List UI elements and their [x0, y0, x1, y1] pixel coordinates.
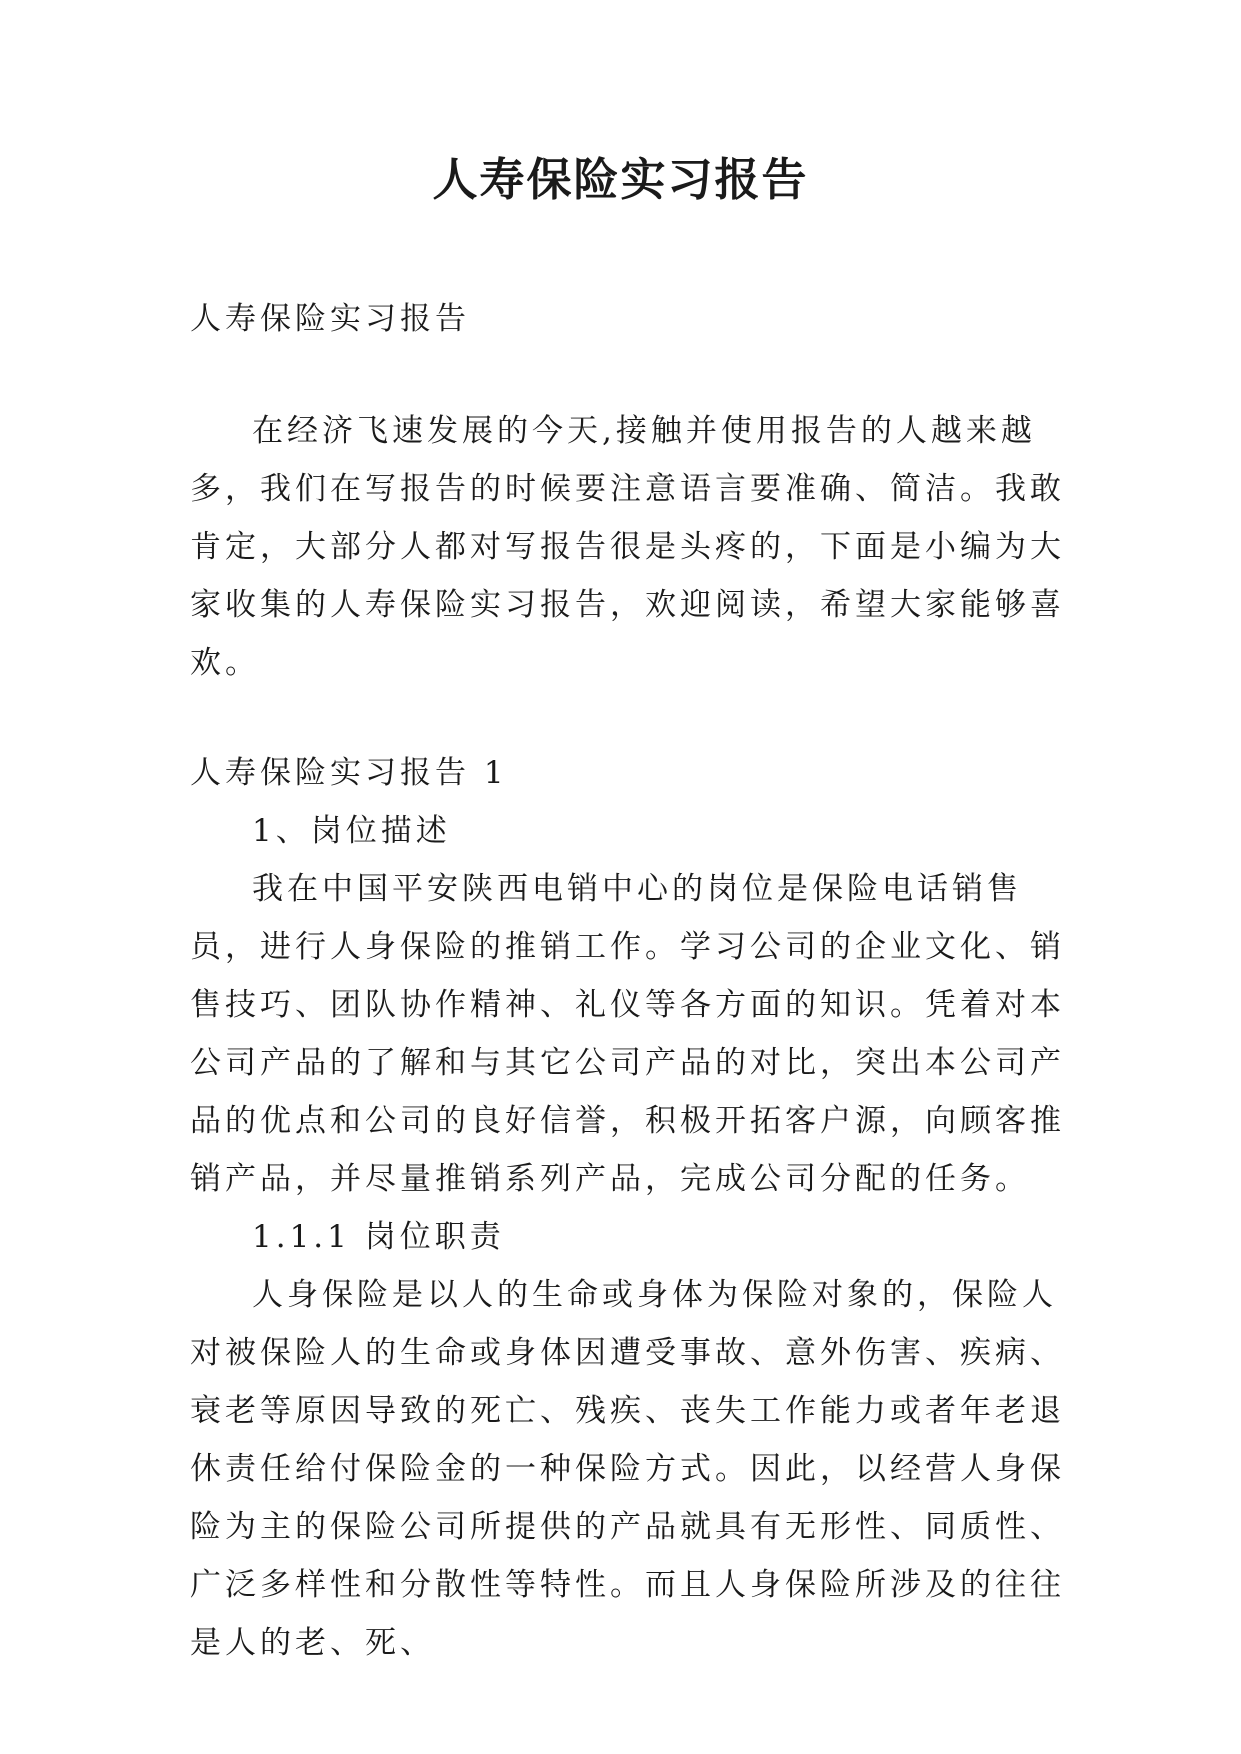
section-title: 人寿保险实习报告 1	[190, 755, 508, 791]
heading-job-duties: 1.1.1 岗位职责	[252, 1219, 505, 1255]
intro-paragraph: 在经济飞速发展的今天,接触并使用报告的人越来越多，我们在写报告的时候要注意语言要准确、简洁。我敢肯定，大部分人都对写报告很是头疼的，下面是小编为大家收集的人寿保险实习报告，欢迎阅读，希望大家能够喜欢。	[190, 413, 1065, 681]
document-body	[190, 290, 1070, 1672]
paragraph-job-description: 我在中国平安陕西电销中心的岗位是保险电话销售员，进行人身保险的推销工作。学习公司的企业文化、销售技巧、团队协作精神、礼仪等各方面的知识。凭着对本公司产品的了解和与其它公司产品的对比，突出本公司产品的优点和公司的良好信誉，积极开拓客户源，向顾客推销产品，并尽量推销系列产品，完成公司分配的任务。	[190, 871, 1065, 1197]
paragraph-job-duties: 人身保险是以人的生命或身体为保险对象的，保险人对被保险人的生命或身体因遭受事故、意外伤害、疾病、衰老等原因导致的死亡、残疾、丧失工作能力或者年老退休责任给付保险金的一种保险方式。因此，以经营人身保险为主的保险公司所提供的产品就具有无形性、同质性、广泛多样性和分散性等特性。而且人身保险所涉及的往往是人的老、死、	[190, 1277, 1065, 1661]
document-subtitle: 人寿保险实习报告	[190, 301, 470, 337]
document-title: 人寿保险实习报告	[432, 153, 809, 206]
heading-job-description: 1、岗位描述	[252, 813, 451, 849]
